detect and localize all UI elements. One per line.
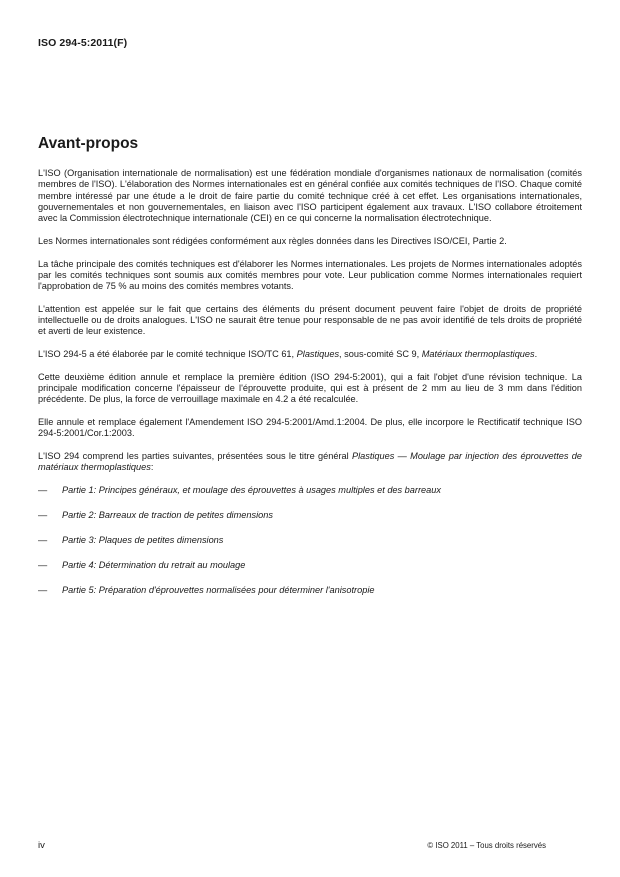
em-dash-bullet: —: [38, 510, 48, 521]
paragraph-patent-rights: L'attention est appelée sur le fait que certains des éléments du présent document peuvent faire l'objet de droits de propriété intellectuelle ou de droits analogues. L'ISO ne saurait être tenue pour responsable de ne pas avoir identifié de tels droits de propriété et averti de leur existence.: [38, 303, 582, 337]
page-number: iv: [38, 840, 45, 851]
em-dash-bullet: —: [38, 485, 48, 496]
list-item: [38, 535, 582, 546]
list-item: [38, 510, 582, 521]
tc-text-3: .: [534, 349, 538, 360]
parts-list: [38, 485, 582, 596]
list-item: [38, 585, 582, 596]
list-item-text: Partie 5: Préparation d'éprouvettes normalisées pour déterminer l'anisotropie: [62, 585, 375, 595]
section-title: Avant-propos: [38, 135, 139, 152]
list-item-text: Partie 1: Principes généraux, et moulage des éprouvettes à usages multiples et des barreaux: [62, 485, 441, 496]
paragraph-directives: Les Normes internationales sont rédigées conformément aux règles données dans les Directives ISO/CEI, Partie 2.: [38, 235, 507, 246]
tc-italic-materiaux: Matériaux thermoplastiques: [421, 349, 535, 360]
em-dash-bullet: —: [38, 535, 48, 546]
list-item-text: Partie 3: Plaques de petites dimensions: [62, 535, 224, 546]
parts-intro-general-title: Plastiques — Moulage par injection des éprouvettes de matériaux thermoplastiques: [38, 451, 582, 473]
tc-text-2: , sous-comité SC 9,: [339, 349, 422, 360]
document-id-header: ISO 294-5:2011(F): [38, 37, 128, 49]
em-dash-bullet: —: [38, 585, 48, 595]
foreword-body: [38, 168, 582, 610]
tc-italic-plastiques: Plastiques: [296, 349, 340, 360]
list-item: [38, 485, 582, 496]
em-dash-bullet: —: [38, 560, 48, 571]
list-item-text: Partie 2: Barreaux de traction de petites dimensions: [62, 510, 273, 521]
copyright-notice: © ISO 2011 – Tous droits réservés: [427, 841, 546, 850]
paragraph-edition: Cette deuxième édition annule et remplace la première édition (ISO 294-5:2001), qui a fait l'objet d'une révision technique. La principale modification concerne l'épaisseur de l'éprouvette produite, qui est à présent de 2 mm au lieu de 3 mm dans l'édition précédente. De plus, la force de verrouillage maximale en 4.2 a été recalculée.: [38, 371, 582, 405]
tc-text-1: L'ISO 294-5 a été élaborée par le comité technique ISO/TC 61,: [38, 349, 297, 360]
paragraph-main-task: La tâche principale des comités techniques est d'élaborer les Normes internationales. Les projets de Normes internationales adoptés par les comités techniques sont soumis aux comités membres pour vote. Leur publication comme Normes internationales requiert l'approbation de 75 % au moins des comités membres votants.: [38, 258, 582, 292]
parts-intro-colon: :: [150, 462, 154, 473]
paragraph-technical-committee: [38, 349, 582, 360]
list-item-text: Partie 4: Détermination du retrait au moulage: [62, 560, 246, 571]
paragraph-parts-intro: [38, 451, 582, 474]
paragraph-amendment: Elle annule et remplace également l'Amendement ISO 294-5:2001/Amd.1:2004. De plus, elle incorpore le Rectificatif technique ISO 294-5:2001/Cor.1:2003.: [38, 417, 582, 439]
list-item: [38, 560, 582, 571]
parts-intro-text: L'ISO 294 comprend les parties suivantes, présentées sous le titre général: [38, 451, 352, 462]
paragraph-iso-intro: L'ISO (Organisation internationale de normalisation) est une fédération mondiale d'organismes nationaux de normalisation (comités membres de l'ISO). L'élaboration des Normes internationales est en général confiée aux comités techniques de l'ISO. Chaque comité membre intéressé par une étude a le droit de faire partie du comité technique créé à cet effet. Les organisations internationales, gouvernementales et non gouvernementales, en liaison avec l'ISO participent également aux travaux. L'ISO collabore étroitement avec la Commission électrotechnique internationale (CEI) en ce qui concerne la normalisation électrotechnique.: [38, 168, 582, 224]
